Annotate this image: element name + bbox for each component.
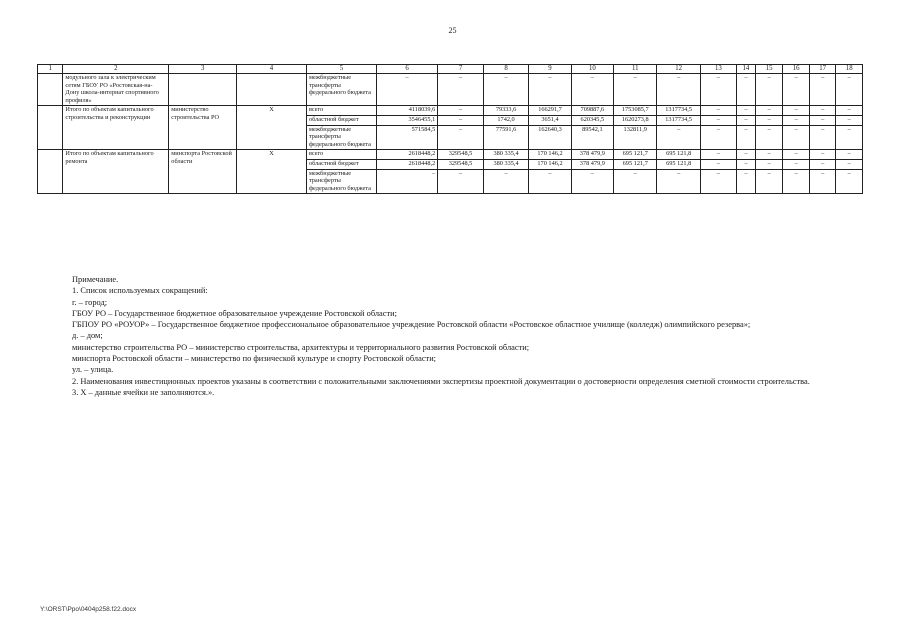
- value-cell: 77591,6: [483, 125, 529, 150]
- note-line: ГБОУ РО – Государственное бюджетное образовательное учреждение Ростовской области;: [72, 308, 397, 318]
- value-cell: 3651,4: [529, 115, 571, 125]
- note-line: г. – город;: [72, 297, 108, 307]
- object-name-cell: Итого по объектам капитального строительства и реконструкции: [63, 106, 169, 150]
- column-number: 18: [836, 65, 863, 74]
- value-cell: 1620273,8: [614, 115, 657, 125]
- value-cell: –: [529, 169, 571, 194]
- column-number: 10: [571, 65, 613, 74]
- value-cell: 1742,0: [483, 115, 529, 125]
- value-cell: –: [783, 106, 809, 116]
- column-number: 14: [736, 65, 755, 74]
- value-cell: –: [438, 106, 484, 116]
- value-cell: –: [755, 125, 783, 150]
- value-cell: 695 121,7: [614, 159, 657, 169]
- column-number: 17: [809, 65, 835, 74]
- value-cell: –: [438, 169, 484, 194]
- value-cell: –: [657, 74, 700, 106]
- row-index-cell: [38, 150, 63, 194]
- value-cell: –: [657, 125, 700, 150]
- value-cell: –: [700, 169, 736, 194]
- funding-source-cell: межбюджетные трансферты федерального бюджета: [306, 74, 376, 106]
- value-cell: –: [836, 159, 863, 169]
- note-line: минспорта Ростовской области – министерство по физической культуре и спорту Ростовской области;: [72, 354, 437, 364]
- value-cell: –: [736, 150, 755, 160]
- x-cell: X: [237, 150, 307, 194]
- funding-source-cell: всего: [306, 106, 376, 116]
- column-number: 4: [237, 65, 307, 74]
- value-cell: –: [809, 159, 835, 169]
- value-cell: –: [755, 115, 783, 125]
- value-cell: –: [783, 115, 809, 125]
- value-cell: 380 335,4: [483, 159, 529, 169]
- column-number: 8: [483, 65, 529, 74]
- value-cell: –: [438, 74, 484, 106]
- customer-cell: минспорта Ростовской области: [169, 150, 237, 194]
- value-cell: 162640,3: [529, 125, 571, 150]
- value-cell: –: [809, 115, 835, 125]
- value-cell: –: [614, 169, 657, 194]
- value-cell: –: [700, 106, 736, 116]
- value-cell: –: [836, 169, 863, 194]
- page-number: 25: [448, 26, 457, 35]
- note-line: 3. X – данные ячейки не заполняются.».: [72, 387, 215, 397]
- value-cell: –: [783, 74, 809, 106]
- value-cell: 695 121,7: [614, 150, 657, 160]
- value-cell: –: [529, 74, 571, 106]
- value-cell: 378 479,9: [571, 159, 613, 169]
- object-name-cell: Итого по объектам капитального ремонта: [63, 150, 169, 194]
- value-cell: –: [836, 115, 863, 125]
- value-cell: –: [736, 106, 755, 116]
- column-number: 15: [755, 65, 783, 74]
- column-number: 3: [169, 65, 237, 74]
- value-cell: 2618448,2: [376, 159, 437, 169]
- x-cell: X: [237, 106, 307, 150]
- notes-section: [40, 274, 862, 398]
- value-cell: –: [657, 169, 700, 194]
- column-number: 7: [438, 65, 484, 74]
- value-cell: –: [836, 74, 863, 106]
- value-cell: 620345,5: [571, 115, 613, 125]
- value-cell: –: [836, 106, 863, 116]
- value-cell: –: [736, 169, 755, 194]
- funding-source-cell: областной бюджет: [306, 159, 376, 169]
- value-cell: 378 479,9: [571, 150, 613, 160]
- value-cell: –: [809, 106, 835, 116]
- value-cell: –: [783, 159, 809, 169]
- column-number: 5: [306, 65, 376, 74]
- value-cell: 166291,7: [529, 106, 571, 116]
- note-line: 1. Список используемых сокращений:: [72, 286, 208, 296]
- column-number: 9: [529, 65, 571, 74]
- budget-table: [37, 64, 863, 194]
- value-cell: –: [614, 74, 657, 106]
- value-cell: –: [809, 169, 835, 194]
- value-cell: –: [809, 150, 835, 160]
- value-cell: –: [700, 125, 736, 150]
- x-cell: [237, 74, 307, 106]
- value-cell: –: [483, 169, 529, 194]
- value-cell: –: [483, 74, 529, 106]
- value-cell: –: [736, 115, 755, 125]
- column-number: 11: [614, 65, 657, 74]
- notes-title: Примечание.: [72, 275, 119, 284]
- note-line: д. – дом;: [72, 331, 103, 341]
- value-cell: 380 335,4: [483, 150, 529, 160]
- table-row: [38, 106, 863, 116]
- value-cell: –: [376, 169, 437, 194]
- value-cell: –: [438, 115, 484, 125]
- note-line: министерство строительства РО – министерство строительства, архитектуры и территориального развития Ростовской области;: [72, 342, 530, 352]
- value-cell: –: [736, 125, 755, 150]
- table-row: [38, 74, 863, 106]
- value-cell: –: [376, 74, 437, 106]
- table-row: [38, 150, 863, 160]
- value-cell: –: [438, 125, 484, 150]
- value-cell: 329548,5: [438, 159, 484, 169]
- note-line: ГБПОУ РО «РОУОР» – Государственное бюджетное профессиональное образовательное учреждение Ростовской области «Ростовское областное училище (колледж) олимпийского резерва»;: [72, 320, 751, 330]
- value-cell: –: [783, 169, 809, 194]
- column-number: 13: [700, 65, 736, 74]
- customer-cell: министерство строительства РО: [169, 106, 237, 150]
- value-cell: –: [755, 106, 783, 116]
- column-number-row: [38, 65, 863, 74]
- object-name-cell: модульного зала к электрическим сетям ГБОУ РО «Ростовская-на-Дону школа-интернат спортивного профиля»: [63, 74, 169, 106]
- value-cell: 1317734,5: [657, 106, 700, 116]
- value-cell: –: [700, 150, 736, 160]
- value-cell: –: [700, 74, 736, 106]
- column-number: 16: [783, 65, 809, 74]
- value-cell: 571584,5: [376, 125, 437, 150]
- value-cell: –: [755, 150, 783, 160]
- column-number: 1: [38, 65, 63, 74]
- column-number: 12: [657, 65, 700, 74]
- row-index-cell: [38, 74, 63, 106]
- value-cell: –: [700, 159, 736, 169]
- column-number: 2: [63, 65, 169, 74]
- file-path: Y:\ORST\Ppo\0404p258.f22.docx: [40, 606, 137, 613]
- value-cell: –: [836, 125, 863, 150]
- value-cell: 89542,1: [571, 125, 613, 150]
- value-cell: –: [783, 150, 809, 160]
- note-line: 2. Наименования инвестиционных проектов указаны в соответствии с положительными заключениями экспертизы проектной документации о достоверности определения сметной стоимости строительства.: [72, 376, 810, 386]
- value-cell: 329548,5: [438, 150, 484, 160]
- value-cell: –: [836, 150, 863, 160]
- value-cell: 695 121,8: [657, 150, 700, 160]
- row-index-cell: [38, 106, 63, 150]
- note-line: ул. – улица.: [72, 365, 114, 375]
- value-cell: –: [755, 169, 783, 194]
- value-cell: 3546455,1: [376, 115, 437, 125]
- value-cell: 695 121,8: [657, 159, 700, 169]
- value-cell: –: [783, 125, 809, 150]
- value-cell: –: [571, 169, 613, 194]
- value-cell: 1753085,7: [614, 106, 657, 116]
- value-cell: –: [736, 74, 755, 106]
- value-cell: –: [700, 115, 736, 125]
- value-cell: –: [736, 159, 755, 169]
- value-cell: –: [755, 159, 783, 169]
- customer-cell: [169, 74, 237, 106]
- value-cell: 132811,9: [614, 125, 657, 150]
- value-cell: 2618448,2: [376, 150, 437, 160]
- value-cell: –: [809, 74, 835, 106]
- value-cell: 79333,6: [483, 106, 529, 116]
- value-cell: –: [809, 125, 835, 150]
- value-cell: 1317734,5: [657, 115, 700, 125]
- value-cell: 170 146,2: [529, 150, 571, 160]
- funding-source-cell: межбюджетные трансферты федерального бюджета: [306, 125, 376, 150]
- value-cell: 709887,6: [571, 106, 613, 116]
- value-cell: –: [571, 74, 613, 106]
- funding-source-cell: межбюджетные трансферты федерального бюджета: [306, 169, 376, 194]
- funding-source-cell: всего: [306, 150, 376, 160]
- value-cell: –: [755, 74, 783, 106]
- funding-source-cell: областной бюджет: [306, 115, 376, 125]
- value-cell: 170 146,2: [529, 159, 571, 169]
- column-number: 6: [376, 65, 437, 74]
- value-cell: 4118039,6: [376, 106, 437, 116]
